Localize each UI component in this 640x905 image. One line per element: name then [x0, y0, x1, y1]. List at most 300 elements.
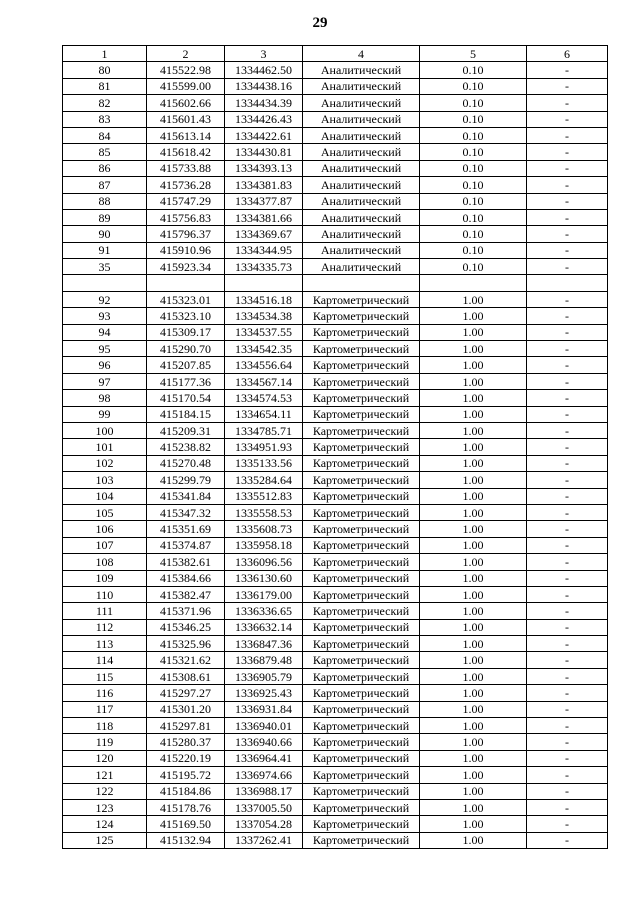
cell-accuracy: 1.00 — [420, 504, 527, 520]
cell-accuracy: 1.00 — [420, 832, 527, 848]
cell-method: Аналитический — [303, 62, 420, 78]
cell-accuracy: 1.00 — [420, 308, 527, 324]
cell-y-coordinate: 1334381.66 — [225, 209, 303, 225]
cell-x-coordinate: 415733.88 — [147, 160, 225, 176]
cell-accuracy — [420, 275, 527, 291]
cell-note: - — [527, 472, 608, 488]
cell-y-coordinate: 1334438.16 — [225, 78, 303, 94]
cell-accuracy: 1.00 — [420, 324, 527, 340]
cell-y-coordinate: 1334369.67 — [225, 226, 303, 242]
cell-x-coordinate — [147, 275, 225, 291]
cell-note: - — [527, 783, 608, 799]
cell-note: - — [527, 193, 608, 209]
cell-x-coordinate: 415238.82 — [147, 439, 225, 455]
cell-accuracy: 1.00 — [420, 521, 527, 537]
cell-accuracy: 0.10 — [420, 95, 527, 111]
cell-method: Картометрический — [303, 472, 420, 488]
cell-x-coordinate: 415910.96 — [147, 242, 225, 258]
cell-point-number: 122 — [63, 783, 147, 799]
cell-point-number: 95 — [63, 341, 147, 357]
table-row — [63, 668, 608, 684]
table-row — [63, 111, 608, 127]
cell-point-number: 87 — [63, 177, 147, 193]
cell-accuracy: 1.00 — [420, 422, 527, 438]
cell-x-coordinate: 415178.76 — [147, 799, 225, 815]
cell-point-number: 114 — [63, 652, 147, 668]
cell-note: - — [527, 390, 608, 406]
cell-point-number: 103 — [63, 472, 147, 488]
cell-method: Картометрический — [303, 488, 420, 504]
table-row — [63, 226, 608, 242]
cell-x-coordinate: 415170.54 — [147, 390, 225, 406]
cell-x-coordinate: 415341.84 — [147, 488, 225, 504]
cell-accuracy: 1.00 — [420, 406, 527, 422]
cell-accuracy: 1.00 — [420, 816, 527, 832]
cell-note: - — [527, 291, 608, 307]
cell-x-coordinate: 415747.29 — [147, 193, 225, 209]
cell-point-number: 115 — [63, 668, 147, 684]
cell-accuracy: 1.00 — [420, 586, 527, 602]
cell-method: Картометрический — [303, 718, 420, 734]
cell-method: Картометрический — [303, 832, 420, 848]
cell-x-coordinate: 415796.37 — [147, 226, 225, 242]
cell-point-number: 35 — [63, 259, 147, 275]
cell-accuracy: 0.10 — [420, 111, 527, 127]
cell-note: - — [527, 95, 608, 111]
cell-accuracy: 1.00 — [420, 554, 527, 570]
cell-note: - — [527, 832, 608, 848]
cell-x-coordinate: 415374.87 — [147, 537, 225, 553]
header-cell-4: 4 — [303, 46, 420, 62]
cell-x-coordinate: 415602.66 — [147, 95, 225, 111]
table-header — [63, 46, 608, 62]
table-row — [63, 390, 608, 406]
cell-method: Картометрический — [303, 685, 420, 701]
cell-y-coordinate: 1336940.66 — [225, 734, 303, 750]
cell-accuracy: 1.00 — [420, 750, 527, 766]
cell-point-number: 93 — [63, 308, 147, 324]
cell-y-coordinate: 1334377.87 — [225, 193, 303, 209]
cell-method: Картометрический — [303, 799, 420, 815]
cell-y-coordinate: 1334516.18 — [225, 291, 303, 307]
cell-point-number: 116 — [63, 685, 147, 701]
cell-y-coordinate: 1334567.14 — [225, 373, 303, 389]
cell-method: Аналитический — [303, 242, 420, 258]
cell-y-coordinate: 1335958.18 — [225, 537, 303, 553]
cell-method: Картометрический — [303, 750, 420, 766]
cell-y-coordinate: 1334534.38 — [225, 308, 303, 324]
cell-note: - — [527, 455, 608, 471]
cell-method: Картометрический — [303, 406, 420, 422]
cell-note: - — [527, 324, 608, 340]
cell-method: Картометрический — [303, 619, 420, 635]
cell-x-coordinate: 415309.17 — [147, 324, 225, 340]
table-row — [63, 144, 608, 160]
cell-x-coordinate: 415195.72 — [147, 767, 225, 783]
cell-note: - — [527, 504, 608, 520]
cell-x-coordinate: 415599.00 — [147, 78, 225, 94]
cell-accuracy: 0.10 — [420, 259, 527, 275]
cell-method: Картометрический — [303, 455, 420, 471]
cell-method: Картометрический — [303, 816, 420, 832]
cell-point-number: 106 — [63, 521, 147, 537]
cell-accuracy: 1.00 — [420, 570, 527, 586]
coordinates-table — [62, 45, 608, 849]
cell-note: - — [527, 439, 608, 455]
cell-y-coordinate: 1337054.28 — [225, 816, 303, 832]
cell-point-number: 99 — [63, 406, 147, 422]
table-row — [63, 832, 608, 848]
cell-x-coordinate: 415301.20 — [147, 701, 225, 717]
cell-note: - — [527, 603, 608, 619]
table-row — [63, 685, 608, 701]
cell-point-number: 84 — [63, 127, 147, 143]
cell-accuracy: 1.00 — [420, 701, 527, 717]
cell-point-number — [63, 275, 147, 291]
cell-x-coordinate: 415347.32 — [147, 504, 225, 520]
cell-point-number: 101 — [63, 439, 147, 455]
cell-y-coordinate: 1336964.41 — [225, 750, 303, 766]
cell-y-coordinate: 1334654.11 — [225, 406, 303, 422]
cell-method: Картометрический — [303, 422, 420, 438]
cell-point-number: 108 — [63, 554, 147, 570]
cell-point-number: 96 — [63, 357, 147, 373]
cell-note: - — [527, 767, 608, 783]
cell-point-number: 117 — [63, 701, 147, 717]
cell-accuracy: 1.00 — [420, 685, 527, 701]
cell-note: - — [527, 308, 608, 324]
cell-y-coordinate: 1336336.65 — [225, 603, 303, 619]
cell-point-number: 109 — [63, 570, 147, 586]
cell-note: - — [527, 750, 608, 766]
table-row — [63, 701, 608, 717]
table-row — [63, 816, 608, 832]
cell-accuracy: 0.10 — [420, 177, 527, 193]
cell-y-coordinate: 1336925.43 — [225, 685, 303, 701]
table-row — [63, 799, 608, 815]
table-row — [63, 341, 608, 357]
table-row — [63, 357, 608, 373]
cell-method: Картометрический — [303, 636, 420, 652]
table-row — [63, 160, 608, 176]
cell-point-number: 86 — [63, 160, 147, 176]
table-row — [63, 193, 608, 209]
cell-point-number: 118 — [63, 718, 147, 734]
cell-x-coordinate: 415384.66 — [147, 570, 225, 586]
cell-accuracy: 0.10 — [420, 78, 527, 94]
cell-method: Картометрический — [303, 767, 420, 783]
cell-note: - — [527, 259, 608, 275]
cell-y-coordinate: 1336179.00 — [225, 586, 303, 602]
cell-method — [303, 275, 420, 291]
cell-y-coordinate: 1334556.64 — [225, 357, 303, 373]
cell-point-number: 104 — [63, 488, 147, 504]
cell-y-coordinate: 1337005.50 — [225, 799, 303, 815]
cell-method: Картометрический — [303, 668, 420, 684]
cell-accuracy: 1.00 — [420, 603, 527, 619]
cell-point-number: 91 — [63, 242, 147, 258]
table-row — [63, 373, 608, 389]
cell-note: - — [527, 406, 608, 422]
table-row — [63, 636, 608, 652]
cell-y-coordinate: 1336879.48 — [225, 652, 303, 668]
cell-note: - — [527, 177, 608, 193]
cell-x-coordinate: 415308.61 — [147, 668, 225, 684]
cell-x-coordinate: 415923.34 — [147, 259, 225, 275]
cell-note: - — [527, 127, 608, 143]
cell-y-coordinate: 1334542.35 — [225, 341, 303, 357]
cell-method: Аналитический — [303, 127, 420, 143]
cell-accuracy: 0.10 — [420, 127, 527, 143]
table-row — [63, 750, 608, 766]
cell-method: Аналитический — [303, 226, 420, 242]
cell-x-coordinate: 415325.96 — [147, 636, 225, 652]
cell-x-coordinate: 415382.47 — [147, 586, 225, 602]
cell-note: - — [527, 718, 608, 734]
cell-method: Картометрический — [303, 570, 420, 586]
cell-y-coordinate: 1336940.01 — [225, 718, 303, 734]
cell-x-coordinate: 415209.31 — [147, 422, 225, 438]
cell-method: Картометрический — [303, 373, 420, 389]
cell-note: - — [527, 422, 608, 438]
cell-point-number: 119 — [63, 734, 147, 750]
table-row — [63, 570, 608, 586]
cell-accuracy: 1.00 — [420, 718, 527, 734]
table-row — [63, 718, 608, 734]
header-cell-3: 3 — [225, 46, 303, 62]
table-row — [63, 603, 608, 619]
cell-x-coordinate: 415382.61 — [147, 554, 225, 570]
cell-method: Картометрический — [303, 586, 420, 602]
cell-accuracy: 1.00 — [420, 783, 527, 799]
cell-note: - — [527, 160, 608, 176]
cell-x-coordinate: 415184.86 — [147, 783, 225, 799]
cell-point-number: 81 — [63, 78, 147, 94]
cell-method: Картометрический — [303, 603, 420, 619]
cell-accuracy: 1.00 — [420, 734, 527, 750]
cell-point-number: 80 — [63, 62, 147, 78]
cell-y-coordinate: 1335133.56 — [225, 455, 303, 471]
cell-accuracy: 1.00 — [420, 357, 527, 373]
cell-note: - — [527, 668, 608, 684]
cell-method: Аналитический — [303, 177, 420, 193]
table-row — [63, 62, 608, 78]
cell-method: Аналитический — [303, 95, 420, 111]
cell-accuracy: 1.00 — [420, 767, 527, 783]
cell-x-coordinate: 415371.96 — [147, 603, 225, 619]
table-row — [63, 275, 608, 291]
cell-x-coordinate: 415613.14 — [147, 127, 225, 143]
table-row — [63, 734, 608, 750]
cell-note: - — [527, 799, 608, 815]
cell-note: - — [527, 111, 608, 127]
header-row — [63, 46, 608, 62]
cell-x-coordinate: 415323.01 — [147, 291, 225, 307]
cell-note: - — [527, 586, 608, 602]
cell-x-coordinate: 415522.98 — [147, 62, 225, 78]
cell-accuracy: 1.00 — [420, 341, 527, 357]
cell-method: Картометрический — [303, 537, 420, 553]
cell-y-coordinate: 1334430.81 — [225, 144, 303, 160]
page-number: 29 — [312, 15, 328, 31]
cell-method: Картометрический — [303, 652, 420, 668]
table-row — [63, 455, 608, 471]
cell-y-coordinate: 1334462.50 — [225, 62, 303, 78]
cell-method: Картометрический — [303, 308, 420, 324]
cell-y-coordinate: 1335608.73 — [225, 521, 303, 537]
cell-accuracy: 1.00 — [420, 668, 527, 684]
cell-y-coordinate: 1334574.53 — [225, 390, 303, 406]
table-row — [63, 652, 608, 668]
cell-note: - — [527, 488, 608, 504]
table-row — [63, 783, 608, 799]
cell-point-number: 97 — [63, 373, 147, 389]
table-row — [63, 242, 608, 258]
table-row — [63, 324, 608, 340]
cell-method: Аналитический — [303, 78, 420, 94]
cell-method: Картометрический — [303, 521, 420, 537]
cell-note: - — [527, 636, 608, 652]
cell-y-coordinate: 1336847.36 — [225, 636, 303, 652]
cell-accuracy: 0.10 — [420, 193, 527, 209]
cell-method: Картометрический — [303, 783, 420, 799]
cell-method: Картометрический — [303, 291, 420, 307]
cell-method: Картометрический — [303, 390, 420, 406]
cell-accuracy: 1.00 — [420, 799, 527, 815]
table-row — [63, 619, 608, 635]
cell-x-coordinate: 415736.28 — [147, 177, 225, 193]
cell-accuracy: 0.10 — [420, 144, 527, 160]
cell-method: Картометрический — [303, 439, 420, 455]
cell-y-coordinate: 1334426.43 — [225, 111, 303, 127]
cell-point-number: 107 — [63, 537, 147, 553]
cell-x-coordinate: 415618.42 — [147, 144, 225, 160]
cell-note: - — [527, 554, 608, 570]
cell-point-number: 110 — [63, 586, 147, 602]
table-row — [63, 209, 608, 225]
cell-accuracy: 0.10 — [420, 209, 527, 225]
cell-point-number: 94 — [63, 324, 147, 340]
table-row — [63, 95, 608, 111]
cell-point-number: 100 — [63, 422, 147, 438]
cell-accuracy: 0.10 — [420, 242, 527, 258]
cell-y-coordinate: 1334537.55 — [225, 324, 303, 340]
cell-point-number: 89 — [63, 209, 147, 225]
cell-y-coordinate — [225, 275, 303, 291]
cell-note: - — [527, 144, 608, 160]
cell-accuracy: 1.00 — [420, 537, 527, 553]
cell-y-coordinate: 1334422.61 — [225, 127, 303, 143]
cell-note: - — [527, 341, 608, 357]
table-row — [63, 521, 608, 537]
cell-x-coordinate: 415220.19 — [147, 750, 225, 766]
cell-x-coordinate: 415299.79 — [147, 472, 225, 488]
cell-y-coordinate: 1335512.83 — [225, 488, 303, 504]
cell-note: - — [527, 685, 608, 701]
table-row — [63, 177, 608, 193]
table-row — [63, 78, 608, 94]
cell-note: - — [527, 619, 608, 635]
cell-y-coordinate: 1334344.95 — [225, 242, 303, 258]
cell-x-coordinate: 415207.85 — [147, 357, 225, 373]
cell-y-coordinate: 1337262.41 — [225, 832, 303, 848]
cell-point-number: 111 — [63, 603, 147, 619]
table-row — [63, 422, 608, 438]
cell-point-number: 82 — [63, 95, 147, 111]
cell-y-coordinate: 1334785.71 — [225, 422, 303, 438]
cell-point-number: 125 — [63, 832, 147, 848]
cell-note: - — [527, 78, 608, 94]
header-cell-2: 2 — [147, 46, 225, 62]
cell-note: - — [527, 570, 608, 586]
cell-point-number: 113 — [63, 636, 147, 652]
cell-point-number: 90 — [63, 226, 147, 242]
table-row — [63, 586, 608, 602]
cell-note: - — [527, 734, 608, 750]
cell-note: - — [527, 226, 608, 242]
cell-method: Картометрический — [303, 701, 420, 717]
cell-y-coordinate: 1334393.13 — [225, 160, 303, 176]
cell-method: Аналитический — [303, 111, 420, 127]
cell-note: - — [527, 537, 608, 553]
table-row — [63, 406, 608, 422]
header-cell-5: 5 — [420, 46, 527, 62]
cell-method: Картометрический — [303, 324, 420, 340]
cell-y-coordinate: 1334434.39 — [225, 95, 303, 111]
cell-point-number: 92 — [63, 291, 147, 307]
cell-point-number: 120 — [63, 750, 147, 766]
cell-note: - — [527, 62, 608, 78]
cell-x-coordinate: 415351.69 — [147, 521, 225, 537]
cell-accuracy: 1.00 — [420, 291, 527, 307]
cell-y-coordinate: 1335558.53 — [225, 504, 303, 520]
header-cell-6: 6 — [527, 46, 608, 62]
cell-note: - — [527, 701, 608, 717]
cell-x-coordinate: 415321.62 — [147, 652, 225, 668]
cell-x-coordinate: 415270.48 — [147, 455, 225, 471]
cell-method: Картометрический — [303, 504, 420, 520]
cell-method: Картометрический — [303, 734, 420, 750]
cell-note: - — [527, 816, 608, 832]
cell-y-coordinate: 1336130.60 — [225, 570, 303, 586]
cell-note: - — [527, 357, 608, 373]
cell-method: Аналитический — [303, 209, 420, 225]
cell-y-coordinate: 1336974.66 — [225, 767, 303, 783]
cell-method: Аналитический — [303, 193, 420, 209]
cell-y-coordinate: 1336931.84 — [225, 701, 303, 717]
cell-method: Аналитический — [303, 144, 420, 160]
cell-accuracy: 1.00 — [420, 390, 527, 406]
cell-accuracy: 0.10 — [420, 62, 527, 78]
cell-note: - — [527, 652, 608, 668]
header-cell-1: 1 — [63, 46, 147, 62]
cell-x-coordinate: 415169.50 — [147, 816, 225, 832]
cell-note: - — [527, 209, 608, 225]
cell-accuracy: 1.00 — [420, 652, 527, 668]
cell-point-number: 123 — [63, 799, 147, 815]
table-row — [63, 767, 608, 783]
cell-point-number: 112 — [63, 619, 147, 635]
cell-point-number: 88 — [63, 193, 147, 209]
cell-method: Картометрический — [303, 357, 420, 373]
cell-note: - — [527, 242, 608, 258]
table-row — [63, 504, 608, 520]
cell-y-coordinate: 1334951.93 — [225, 439, 303, 455]
cell-x-coordinate: 415297.27 — [147, 685, 225, 701]
cell-x-coordinate: 415177.36 — [147, 373, 225, 389]
cell-x-coordinate: 415601.43 — [147, 111, 225, 127]
table-row — [63, 554, 608, 570]
